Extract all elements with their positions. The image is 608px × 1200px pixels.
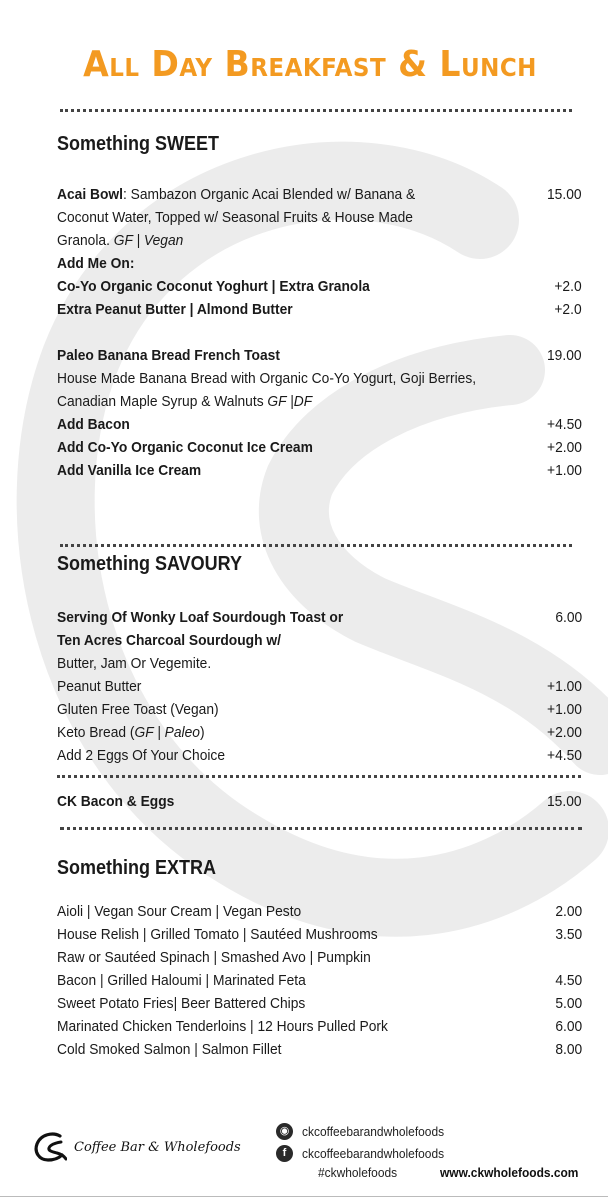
- item-name: Acai Bowl: [57, 186, 123, 203]
- divider: [60, 109, 572, 112]
- divider: [60, 544, 572, 547]
- facebook-icon: f: [276, 1145, 293, 1162]
- option-price: +2.00: [547, 724, 582, 741]
- option-price: +4.50: [547, 747, 582, 764]
- option-label: Peanut Butter: [57, 678, 142, 695]
- divider: [0, 1196, 608, 1197]
- page-title: All Day Breakfast & Lunch: [83, 44, 537, 85]
- item-description: Canadian Maple Syrup & Walnuts: [57, 393, 268, 410]
- instagram-handle[interactable]: ckcoffeebarandwholefoods: [302, 1124, 445, 1139]
- item-name: CK Bacon & Eggs: [57, 793, 175, 810]
- addon-price: +2.0: [554, 278, 582, 295]
- addon-label: Co-Yo Organic Coconut Yoghurt | Extra Granola: [57, 278, 370, 295]
- facebook-handle[interactable]: ckcoffeebarandwholefoods: [302, 1146, 445, 1161]
- item-description: Coconut Water, Topped w/ Seasonal Fruits & House Made: [57, 209, 413, 226]
- item-description: House Made Banana Bread with Organic Co-Yo Yogurt, Goji Berries,: [57, 370, 477, 387]
- addon-label: Add Bacon: [57, 416, 130, 433]
- item-description: [57, 229, 183, 252]
- item-description: Granola.: [57, 232, 114, 249]
- item-name: Paleo Banana Bread French Toast: [57, 347, 280, 364]
- website-link[interactable]: www.ckwholefoods.com: [440, 1165, 579, 1180]
- hashtag: #ckwholefoods: [318, 1165, 398, 1180]
- extra-item: Marinated Chicken Tenderloins | 12 Hours Pulled Pork: [57, 1018, 388, 1035]
- dietary-tags: GF |DF: [267, 393, 313, 410]
- option-price: +1.00: [547, 701, 582, 718]
- item-name: Ten Acres Charcoal Sourdough w/: [57, 632, 281, 649]
- extra-item: Aioli | Vegan Sour Cream | Vegan Pesto: [57, 903, 302, 920]
- extra-item: Cold Smoked Salmon | Salmon Fillet: [57, 1041, 282, 1058]
- option-label: Add 2 Eggs Of Your Choice: [57, 747, 226, 764]
- extra-price: 2.00: [555, 903, 582, 920]
- addon-price: +4.50: [547, 416, 582, 433]
- add-me-on-label: Add Me On:: [57, 255, 135, 272]
- section-heading-extra: Something EXTRA: [57, 857, 217, 879]
- addon-price: +1.00: [547, 462, 582, 479]
- extra-price: 3.50: [555, 926, 582, 943]
- option-label: [57, 721, 205, 744]
- divider: [57, 775, 581, 778]
- extra-price: 8.00: [555, 1041, 582, 1058]
- extra-price: 6.00: [555, 1018, 582, 1035]
- extra-item: House Relish | Grilled Tomato | Sautéed Mushrooms: [57, 926, 378, 943]
- addon-label: Add Co-Yo Organic Coconut Ice Cream: [57, 439, 313, 456]
- extra-price: 5.00: [555, 995, 582, 1012]
- ck-logo-icon: [33, 1132, 67, 1162]
- item-price: 15.00: [547, 793, 582, 810]
- addon-label: Add Vanilla Ice Cream: [57, 462, 202, 479]
- dietary-tags: GF | Paleo: [134, 724, 200, 741]
- addon-price: +2.0: [554, 301, 582, 318]
- item-price: 15.00: [547, 186, 582, 203]
- addon-label: Extra Peanut Butter | Almond Butter: [57, 301, 293, 318]
- item-description: Butter, Jam Or Vegemite.: [57, 655, 212, 672]
- section-heading-savoury: Something SAVOURY: [57, 553, 243, 575]
- option-label: Gluten Free Toast (Vegan): [57, 701, 219, 718]
- item-name: Serving Of Wonky Loaf Sourdough Toast or: [57, 609, 344, 626]
- divider: [60, 827, 582, 830]
- item-price: 19.00: [547, 347, 582, 364]
- instagram-icon: ◉: [276, 1123, 293, 1140]
- option-label: Keto Bread (: [57, 724, 135, 741]
- item-price: 6.00: [555, 609, 582, 626]
- addon-price: +2.00: [547, 439, 582, 456]
- extra-item: Raw or Sautéed Spinach | Smashed Avo | Pumpkin: [57, 949, 371, 966]
- dietary-tags: GF | Vegan: [113, 232, 184, 249]
- option-label: ): [199, 724, 205, 741]
- item-description: [57, 390, 312, 413]
- item-description: : Sambazon Organic Acai Blended w/ Banana &: [122, 186, 416, 203]
- menu-item-acai-bowl: [57, 183, 415, 206]
- extra-price: 4.50: [555, 972, 582, 989]
- footer-brand: Coffee Bar & Wholefoods: [74, 1140, 241, 1155]
- extra-item: Sweet Potato Fries| Beer Battered Chips: [57, 995, 306, 1012]
- extra-item: Bacon | Grilled Haloumi | Marinated Feta: [57, 972, 306, 989]
- section-heading-sweet: Something SWEET: [57, 133, 219, 155]
- option-price: +1.00: [547, 678, 582, 695]
